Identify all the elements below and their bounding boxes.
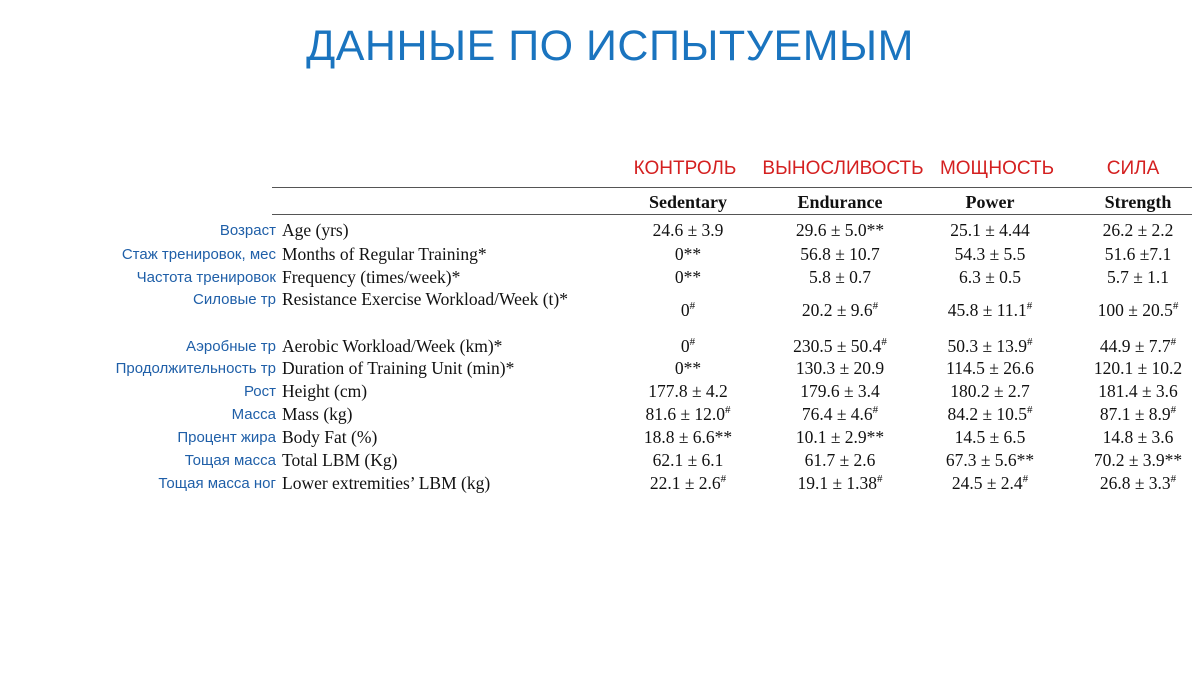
row-label-ru: Частота тренировок (136, 269, 276, 286)
column-header: Sedentary (649, 192, 727, 212)
table-cell: 5.8 ± 0.7 (808, 267, 872, 287)
table-cell: 179.6 ± 3.4 (800, 381, 880, 401)
table-cell: 120.1 ± 10.2 (1093, 358, 1183, 378)
table-cell: 0# (680, 336, 696, 356)
column-header: Strength (1104, 192, 1172, 212)
table-cell: 70.2 ± 3.9** (1093, 450, 1183, 470)
table-cell: 100 ± 20.5# (1097, 300, 1179, 320)
table-cell: 181.4 ± 3.6 (1098, 381, 1178, 401)
row-label-ru: Рост (243, 383, 276, 400)
table-cell: 51.6 ±7.1 (1104, 244, 1172, 264)
table-cell: 84.2 ± 10.5# (947, 404, 1033, 424)
table-cell: 54.3 ± 5.5 (954, 244, 1026, 264)
row-label-en: Total LBM (Kg) (282, 450, 398, 470)
table-cell: 56.8 ± 10.7 (800, 244, 880, 264)
column-header: Power (965, 192, 1015, 212)
row-label-en: Frequency (times/week)* (282, 267, 461, 287)
table-cell: 22.1 ± 2.6# (649, 473, 727, 493)
table-cell: 62.1 ± 6.1 (652, 450, 724, 470)
row-label-en: Body Fat (%) (282, 427, 378, 447)
row-label-ru: Продолжительность тр (115, 360, 276, 377)
row-label-en: Months of Regular Training* (282, 244, 487, 264)
table-cell: 0** (674, 244, 702, 264)
row-label-ru: Возраст (219, 222, 276, 239)
table-cell: 0# (680, 300, 696, 320)
slide-title: ДАННЫЕ ПО ИСПЫТУЕМЫМ (306, 22, 914, 70)
table-cell: 50.3 ± 13.9# (947, 336, 1033, 356)
table-cell: 18.8 ± 6.6** (643, 427, 733, 447)
row-label-en: Mass (kg) (282, 404, 353, 424)
table-cell: 25.1 ± 4.44 (950, 220, 1030, 240)
table-cell: 114.5 ± 26.6 (946, 358, 1034, 378)
row-label-ru: Стаж тренировок, мес (121, 246, 276, 263)
table-cell: 45.8 ± 11.1# (947, 300, 1033, 320)
row-label-en: Height (cm) (282, 381, 368, 401)
table-cell: 5.7 ± 1.1 (1106, 267, 1170, 287)
table-cell: 14.8 ± 3.6 (1102, 427, 1174, 447)
group-header-ru: КОНТРОЛЬ (633, 158, 737, 179)
table-cell: 29.6 ± 5.0** (795, 220, 885, 240)
table-cell: 0** (674, 267, 702, 287)
group-header-ru: СИЛА (1106, 158, 1160, 179)
table-cell: 14.5 ± 6.5 (954, 427, 1026, 447)
table-cell: 26.2 ± 2.2 (1102, 220, 1174, 240)
table-cell: 177.8 ± 4.2 (648, 381, 728, 401)
row-label-en: Resistance Exercise Workload/Week (t)* (282, 289, 568, 309)
table-cell: 10.1 ± 2.9** (795, 427, 885, 447)
table-cell: 87.1 ± 8.9# (1099, 404, 1177, 424)
table-cell: 24.6 ± 3.9 (652, 220, 724, 240)
table-cell: 61.7 ± 2.6 (804, 450, 876, 470)
table-cell: 24.5 ± 2.4# (951, 473, 1029, 493)
group-header-ru: ВЫНОСЛИВОСТЬ (762, 158, 924, 179)
row-label-en: Lower extremities’ LBM (kg) (282, 473, 491, 493)
table-top-rule (272, 187, 1192, 188)
row-label-ru: Тощая масса (184, 452, 276, 469)
table-header-rule (272, 214, 1192, 215)
table-cell: 67.3 ± 5.6** (945, 450, 1035, 470)
table-cell: 44.9 ± 7.7# (1099, 336, 1177, 356)
table-cell: 0** (674, 358, 702, 378)
row-label-en: Duration of Training Unit (min)* (282, 358, 515, 378)
row-label-ru: Тощая масса ног (158, 475, 276, 492)
table-cell: 81.6 ± 12.0# (645, 404, 731, 424)
table-cell: 76.4 ± 4.6# (801, 404, 879, 424)
row-label-ru: Масса (231, 406, 276, 423)
row-label-ru: Силовые тр (193, 291, 276, 308)
table-cell: 180.2 ± 2.7 (950, 381, 1030, 401)
table-cell: 26.8 ± 3.3# (1099, 473, 1177, 493)
row-label-en: Age (yrs) (282, 220, 349, 240)
table-cell: 130.3 ± 20.9 (795, 358, 885, 378)
table-cell: 230.5 ± 50.4# (793, 336, 887, 356)
group-header-ru: МОЩНОСТЬ (939, 158, 1055, 179)
column-header: Endurance (797, 192, 883, 212)
row-label-ru: Аэробные тр (185, 338, 276, 355)
table-cell: 19.1 ± 1.38# (797, 473, 883, 493)
row-label-en: Aerobic Workload/Week (km)* (282, 336, 503, 356)
table-cell: 6.3 ± 0.5 (958, 267, 1022, 287)
table-cell: 20.2 ± 9.6# (801, 300, 879, 320)
row-label-ru: Процент жира (177, 429, 276, 446)
